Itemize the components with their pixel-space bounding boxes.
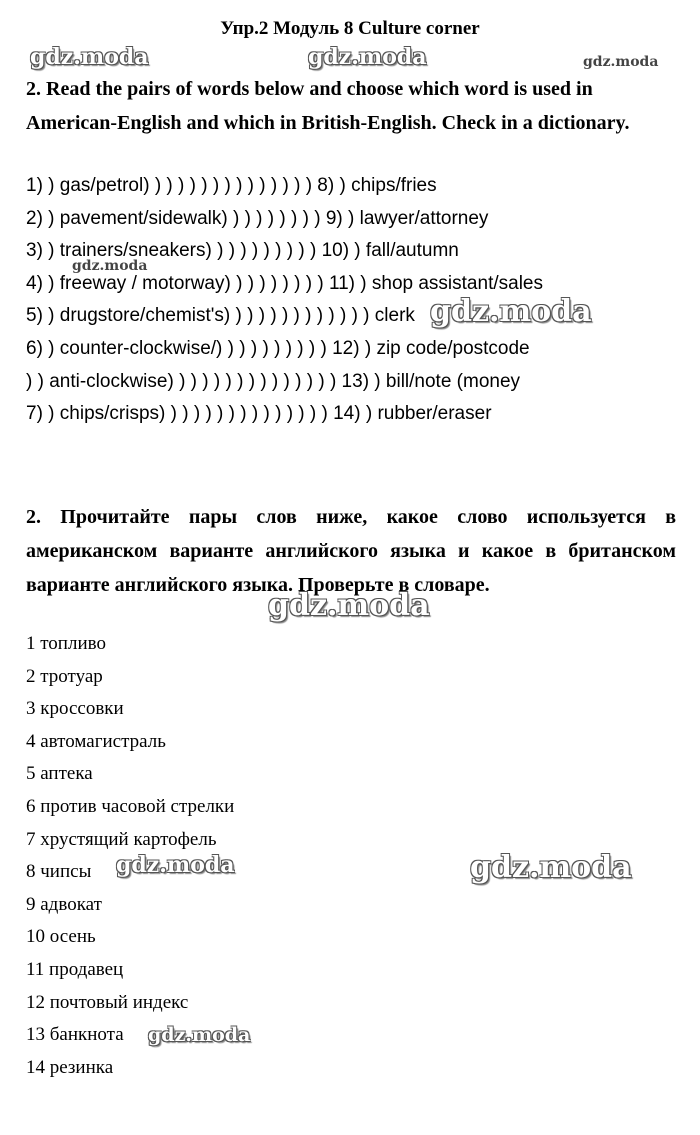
translation-item: 12 почтовый индекс [26, 991, 189, 1013]
word-pair-row: 7) ) chips/crisps) ) ) ) ) ) ) ) ) ) ) ) ) ) ) 14) ) rubber/eraser [26, 403, 492, 425]
word-pair-row: 1) ) gas/petrol) ) ) ) ) ) ) ) ) ) ) ) ) ) ) 8) ) chips/fries [26, 175, 437, 196]
translation-item: 1 топливо [26, 633, 106, 654]
translation-item: 7 хрустящий картофель [26, 828, 217, 850]
translation-item: 14 резинка [26, 1056, 114, 1078]
watermark: gdz.moda [30, 44, 149, 70]
word-pair-row: ) ) anti-clockwise) ) ) ) ) ) ) ) ) ) ) ) ) ) ) 13) ) bill/note (money [26, 370, 521, 392]
translation-item: 2 тротуар [26, 665, 103, 687]
translation-item: 3 кроссовки [26, 698, 124, 720]
watermark: gdz.moda [148, 1024, 251, 1046]
translation-item: 10 осень [26, 926, 96, 948]
watermark: gdz.moda [430, 294, 592, 329]
watermark: gdz.moda [72, 258, 148, 274]
watermark: gdz.moda [470, 850, 632, 885]
word-pair-row: 2) ) pavement/sidewalk) ) ) ) ) ) ) ) ) 9) ) lawyer/attorney [26, 207, 489, 229]
task-instruction-english: 2. Read the pairs of words below and choose which word is used in American-English and which in British-English. Check in a dictionary. [26, 78, 630, 134]
translation-item: 11 продавец [26, 958, 124, 980]
word-pair-row: 4) ) freeway / motorway) ) ) ) ) ) ) ) ) 11) ) shop assistant/sales [26, 272, 543, 294]
translation-item: 6 против часовой стрелки [26, 795, 235, 817]
translation-item: 13 банкнота [26, 1024, 124, 1046]
word-pair-row: 6) ) counter-clockwise/) ) ) ) ) ) ) ) ) ) 12) ) zip code/postcode [26, 337, 530, 359]
watermark: gdz.moda [583, 54, 659, 70]
watermark: gdz.moda [308, 44, 427, 70]
translation-item: 4 автомагистраль [26, 730, 166, 752]
watermark: gdz.moda [116, 852, 235, 878]
task-instruction-russian: 2. Прочитайте пары слов ниже, какое слово используется в американском варианте английского языка и какое в британском варианте английского языка. Проверьте в словаре. [26, 506, 676, 596]
translation-item: 5 аптека [26, 763, 93, 785]
translation-item: 9 адвокат [26, 893, 102, 915]
watermark: gdz.moda [268, 588, 430, 623]
translation-item: 8 чипсы [26, 861, 92, 883]
word-pair-row: 3) ) trainers/sneakers) ) ) ) ) ) ) ) ) ) 10) ) fall/autumn [26, 240, 459, 262]
page-title: Упр.2 Модуль 8 Culture corner [220, 18, 480, 39]
word-pair-row: 5) ) drugstore/chemist's) ) ) ) ) ) ) ) ) ) ) ) ) clerk [26, 305, 415, 327]
